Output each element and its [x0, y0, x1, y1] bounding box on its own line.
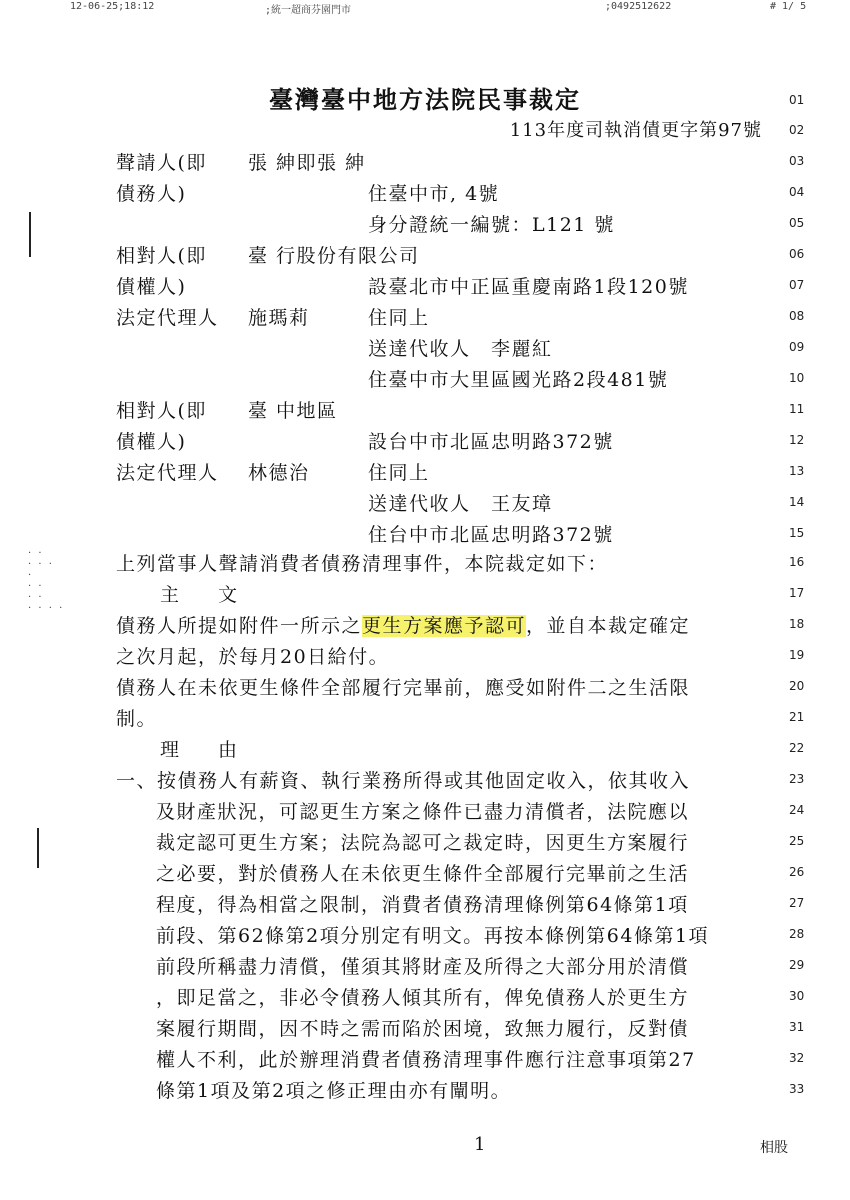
fax-sender: ;統一超商芬園門市 — [265, 5, 352, 16]
page-title: 臺灣臺中地方法院民事裁定 — [269, 85, 581, 114]
page-number: 1 — [474, 1134, 486, 1155]
line-number: 26 — [789, 865, 805, 879]
party-col3: 住臺中市大里區國光路2段481號 — [368, 369, 669, 391]
party-col3: 設臺北市中正區重慶南路1段120號 — [368, 276, 689, 298]
party-col1: 債權人) — [116, 276, 187, 298]
line-number: 07 — [789, 278, 805, 292]
scan-mark — [29, 212, 31, 257]
party-col3: 設台中市北區忠明路372號 — [368, 431, 614, 453]
party-col1: 債務人) — [116, 183, 187, 205]
line-number: 27 — [789, 896, 805, 910]
party-col2: 臺 行股份有限公司 — [248, 245, 420, 267]
party-col3: 住臺中市, 4號 — [368, 183, 500, 205]
intro-text: 上列當事人聲請消費者債務清理事件，本院裁定如下： — [116, 553, 609, 575]
body-line: 一、按債務人有薪資、執行業務所得或其他固定收入，依其收入 — [116, 770, 691, 792]
body-line: 及財產狀況，可認更生方案之條件已盡力清償者，法院應以 — [156, 801, 690, 823]
section-label: 相股 — [760, 1140, 788, 1156]
body-line: 程度，得為相當之限制，消費者債務清理條例第64條第1項 — [156, 894, 689, 916]
line-number: 21 — [789, 710, 805, 724]
party-col3: 送達代收人 王友璋 — [368, 493, 553, 515]
party-col3: 送達代收人 李麗紅 — [368, 338, 553, 360]
line-number: 31 — [789, 1020, 805, 1034]
scan-dots: · · · · · · · · · · · · · · — [28, 548, 65, 614]
scan-mark — [37, 828, 39, 868]
line-number: 19 — [789, 648, 805, 662]
line-number: 16 — [789, 555, 805, 569]
party-col2: 張 紳即張 紳 — [248, 152, 366, 174]
line-number: 17 — [789, 586, 805, 600]
body-line: 債務人在未依更生條件全部履行完畢前，應受如附件二之生活限 — [116, 677, 691, 699]
party-col2: 臺 中地區 — [248, 400, 338, 422]
line-number: 05 — [789, 216, 805, 230]
body-line: 條第1項及第2項之修正理由亦有闡明。 — [156, 1080, 512, 1102]
line-number: 14 — [789, 495, 805, 509]
highlighted-text: 更生方案應予認可 — [362, 615, 527, 637]
line-number: 08 — [789, 309, 805, 323]
party-col2: 施瑪莉 — [248, 307, 310, 329]
line-number: 06 — [789, 247, 805, 261]
case-number: 113年度司執消債更字第97號 — [509, 120, 762, 141]
body-line: 之次月起，於每月20日給付。 — [116, 646, 390, 668]
party-col3: 住台中市北區忠明路372號 — [368, 524, 614, 546]
line-number: 04 — [789, 185, 805, 199]
line-number: 13 — [789, 464, 805, 478]
line-number: 25 — [789, 834, 805, 848]
line-number: 33 — [789, 1082, 805, 1096]
line-number: 20 — [789, 679, 805, 693]
line-number: 15 — [789, 526, 805, 540]
line-number: 18 — [789, 617, 805, 631]
body-line: 前段、第62條第2項分別定有明文。再按本條例第64條第1項 — [156, 925, 710, 947]
line-number: 01 — [789, 93, 805, 107]
body-line: 前段所稱盡力清償，僅須其將財產及所得之大部分用於清償 — [156, 956, 690, 978]
line-number: 03 — [789, 154, 805, 168]
line-number: 11 — [789, 402, 805, 416]
party-col1: 債權人) — [116, 431, 187, 453]
party-col1: 法定代理人 — [116, 307, 219, 329]
party-col3: 住同上 — [368, 462, 430, 484]
party-col3: 身分證統一編號：L121 號 — [368, 214, 615, 236]
party-col1: 相對人(即 — [116, 245, 207, 267]
body-line: 之必要，對於債務人在未依更生條件全部履行完畢前之生活 — [156, 863, 690, 885]
line-number: 22 — [789, 741, 805, 755]
heading-main-text: 主 文 — [160, 584, 248, 606]
party-col1: 聲請人(即 — [116, 152, 207, 174]
fax-datetime: 12-06-25;18:12 — [70, 1, 155, 12]
party-col1: 法定代理人 — [116, 462, 219, 484]
body-line: 案履行期間，因不時之需而陷於困境，致無力履行，反對債 — [156, 1018, 690, 1040]
line-number: 10 — [789, 371, 805, 385]
line-number: 28 — [789, 927, 805, 941]
line-number: 24 — [789, 803, 805, 817]
heading-reason: 理 由 — [160, 739, 248, 761]
fax-page: # 1/ 5 — [770, 1, 807, 12]
body-line: ，即足當之，非必令債務人傾其所有，俾免債務人於更生方 — [156, 987, 690, 1009]
ruling-text: 債務人所提如附件一所示之 — [116, 615, 363, 637]
ruling-line — [116, 611, 690, 638]
body-line: 裁定認可更生方案；法院為認可之裁定時，因更生方案履行 — [156, 832, 690, 854]
line-number: 29 — [789, 958, 805, 972]
line-number: 09 — [789, 340, 805, 354]
party-col1: 相對人(即 — [116, 400, 207, 422]
line-number: 12 — [789, 433, 805, 447]
ruling-text-cont: ，並自本裁定確定 — [526, 615, 691, 637]
party-col2: 林德治 — [248, 462, 310, 484]
party-col3: 住同上 — [368, 307, 430, 329]
line-number: 23 — [789, 772, 805, 786]
body-line: 制。 — [116, 708, 158, 730]
fax-header — [0, 0, 850, 16]
line-number: 32 — [789, 1051, 805, 1065]
line-number: 02 — [789, 123, 805, 137]
fax-number: ;0492512622 — [605, 1, 672, 12]
body-line: 權人不利，此於辦理消費者債務清理事件應行注意事項第27 — [156, 1049, 696, 1071]
line-number: 30 — [789, 989, 805, 1003]
